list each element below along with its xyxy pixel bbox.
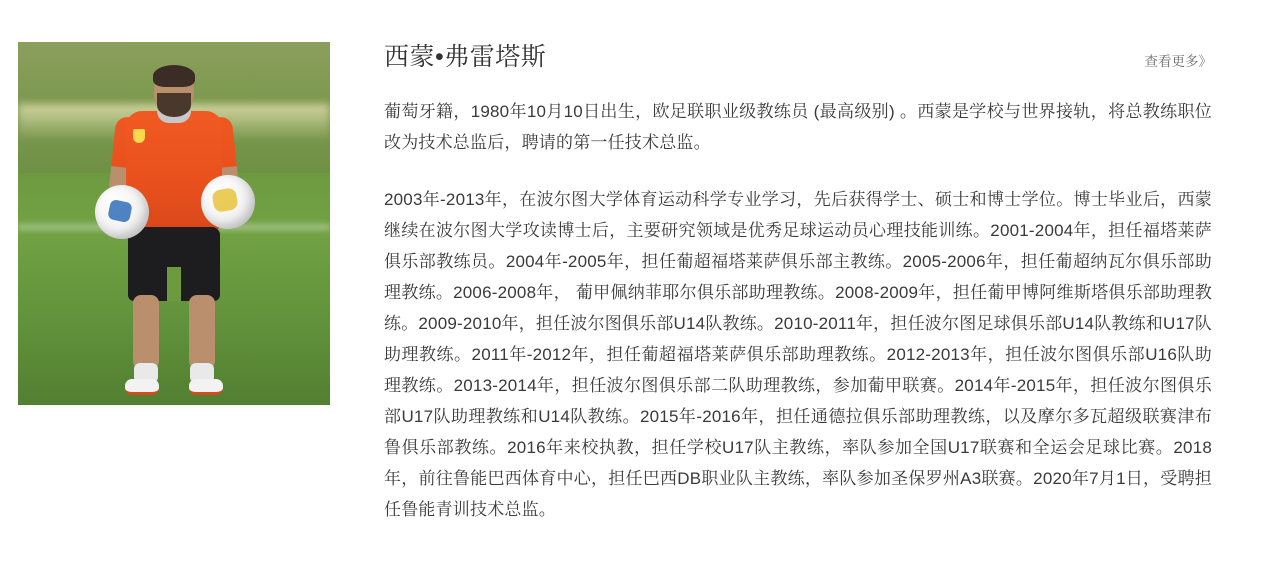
profile-headline-row [384,40,1212,74]
photo-person-left-leg [133,295,159,369]
profile-text-content [384,40,1212,525]
photo-person [99,67,249,379]
photo-soccer-ball-right [201,175,255,229]
view-more-link[interactable]: 查看更多》 [1144,54,1212,69]
photo-person-jersey-badge [133,129,145,143]
page-title: 西蒙•弗雷塔斯 [384,43,547,71]
coach-portrait-image [18,42,330,405]
photo-person-right-shoe [189,379,223,395]
photo-person-left-shoe [125,379,159,395]
photo-person-beard [157,93,191,117]
profile-paragraph-career: 2003年-2013年，在波尔图大学体育运动科学专业学习，先后获得学士、硕士和博士学位。博士毕业后，西蒙继续在波尔图大学攻读博士后，主要研究领域是优秀足球运动员心理技能训练。2001-2004年，担任福塔莱萨俱乐部教练员。2004年-2005年，担任葡超福塔莱萨俱乐部主教练。2005-2006年，担任葡超纳瓦尔俱乐部助理教练。2006-2008年， 葡甲佩纳菲耶尔俱乐部助理教练。2008-2009年，担任葡甲博阿维斯塔俱乐部助理教练。2009-2010年，担任波尔图俱乐部U14队教练。2010-2011年，担任波尔图足球俱乐部U14队教练和U17队助理教练。2011年-2012年，担任葡超福塔莱萨俱乐部助理教练。2012-2013年，担任波尔图俱乐部U16队助理教练。2013-2014年，担任波尔图俱乐部二队助理教练，参加葡甲联赛。2014年-2015年，担任波尔图俱乐部U17队助理教练和U14队教练。2015年-2016年，担任通德拉俱乐部助理教练，以及摩尔多瓦超级联赛津布鲁俱乐部教练。2016年来校执教，担任学校U17队主教练，率队参加全国U17联赛和全运会足球比赛。2018年，前往鲁能巴西体育中心，担任巴西DB职业队主教练，率队参加圣保罗州A3联赛。2020年7月1日，受聘担任鲁能青训技术总监。 [384,190,1212,519]
photo-person-shorts [128,227,220,301]
profile-paragraph-intro: 葡萄牙籍，1980年10月10日出生，欧足联职业级教练员 (最高级别) 。西蒙是学校与世界接轨，将总教练职位改为技术总监后，聘请的第一任技术总监。 [384,102,1212,152]
photo-person-hair [153,65,195,87]
photo-person-right-leg [189,295,215,369]
profile-photo-wrapper [18,42,348,405]
photo-soccer-ball-left [95,185,149,239]
